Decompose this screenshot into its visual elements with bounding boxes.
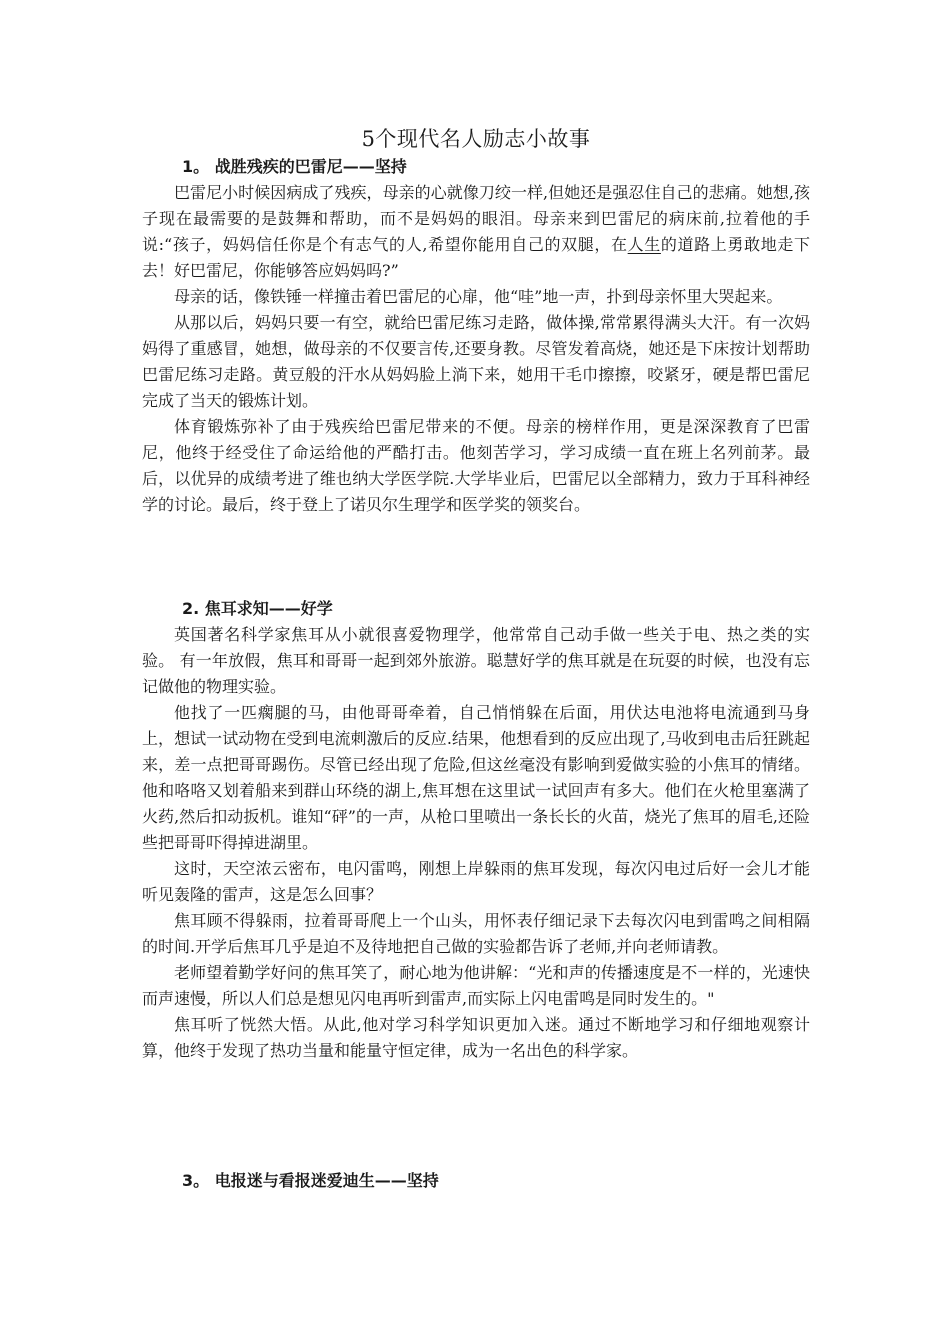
paragraph (142, 180, 810, 284)
section-heading: 1。 战胜残疾的巴雷尼——坚持 (182, 157, 407, 176)
document-page (142, 124, 810, 1190)
life-link[interactable]: 人生 (627, 235, 661, 254)
paragraph: 从那以后，妈妈只要一有空，就给巴雷尼练习走路，做体操,常常累得满头大汗。有一次妈妈得了重感冒，她想，做母亲的不仅要言传,还要身教。尽管发着高烧，她还是下床按计划帮助巴雷尼练习走路。黄豆般的汗水从妈妈脸上淌下来，她用干毛巾擦擦，咬紧牙，硬是帮巴雷尼完成了当天的锻炼计划。 (142, 313, 810, 410)
paragraph-text: 巴雷尼小时候因病成了残疾，母亲的心就像刀绞一样,但她还是强忍住自己的悲痛。她想,孩子现在最需要的是鼓舞和帮助，而不是妈妈的眼泪。母亲来到巴雷尼的病床前,拉着他的手说:“孩子，妈妈信任你是个有志气的人,希望你能用自己的双腿，在 (142, 183, 810, 254)
paragraph: 体育锻炼弥补了由于残疾给巴雷尼带来的不便。母亲的榜样作用，更是深深教育了巴雷尼，他终于经受住了命运给他的严酷打击。他刻苦学习，学习成绩一直在班上名列前茅。最后，以优异的成绩考进了维也纳大学医学院.大学毕业后，巴雷尼以全部精力，致力于耳科神经学的讨论。最后，终于登上了诺贝尔生理学和医学奖的领奖台。 (142, 417, 810, 514)
paragraph: 老师望着勤学好问的焦耳笑了，耐心地为他讲解：“光和声的传播速度是不一样的，光速快而声速慢，所以人们总是想见闪电再听到雷声,而实际上闪电雷鸣是同时发生的。" (142, 963, 810, 1008)
section-3 (142, 1168, 810, 1194)
paragraph: 母亲的话，像铁锤一样撞击着巴雷尼的心扉，他“哇”地一声，扑到母亲怀里大哭起来。 (174, 287, 783, 306)
section-1 (142, 154, 810, 518)
document-title: 5个现代名人励志小故事 (361, 127, 591, 151)
paragraph: 英国著名科学家焦耳从小就很喜爱物理学，他常常自己动手做一些关于电、热之类的实验。 有一年放假，焦耳和哥哥一起到郊外旅游。聪慧好学的焦耳就是在玩耍的时候，也没有忘记做他的物理实验。 (142, 625, 810, 696)
paragraph: 他找了一匹瘸腿的马，由他哥哥牵着，自己悄悄躲在后面，用伏达电池将电流通到马身上，想试一试动物在受到电流刺激后的反应.结果，他想看到的反应出现了,马收到电击后狂跳起来，差一点把哥哥踢伤。尽管已经出现了危险,但这丝毫没有影响到爱做实验的小焦耳的情绪。他和咯咯又划着船来到群山环绕的湖上,焦耳想在这里试一试回声有多大。他们在火枪里塞满了火药,然后扣动扳机。谁知“砰”的一声，从枪口里喷出一条长长的火苗，烧光了焦耳的眉毛,还险些把哥哥吓得掉进湖里。 (142, 703, 810, 852)
paragraph-text: 的道路上勇敢地走下去！好巴雷尼，你能够答应妈妈吗?” (142, 235, 810, 280)
section-2 (142, 596, 810, 1064)
section-heading: 3。 电报迷与看报迷爱迪生——坚持 (182, 1171, 439, 1190)
paragraph: 这时，天空浓云密布，电闪雷鸣，刚想上岸躲雨的焦耳发现，每次闪电过后好一会儿才能听见轰隆的雷声，这是怎么回事？ (142, 859, 810, 904)
paragraph: 焦耳听了恍然大悟。从此,他对学习科学知识更加入迷。通过不断地学习和仔细地观察计算，他终于发现了热功当量和能量守恒定律，成为一名出色的科学家。 (142, 1015, 810, 1060)
paragraph: 焦耳顾不得躲雨，拉着哥哥爬上一个山头，用怀表仔细记录下去每次闪电到雷鸣之间相隔的时间.开学后焦耳几乎是迫不及待地把自己做的实验都告诉了老师,并向老师请教。 (142, 911, 810, 956)
section-heading: 2. 焦耳求知——好学 (182, 599, 333, 618)
